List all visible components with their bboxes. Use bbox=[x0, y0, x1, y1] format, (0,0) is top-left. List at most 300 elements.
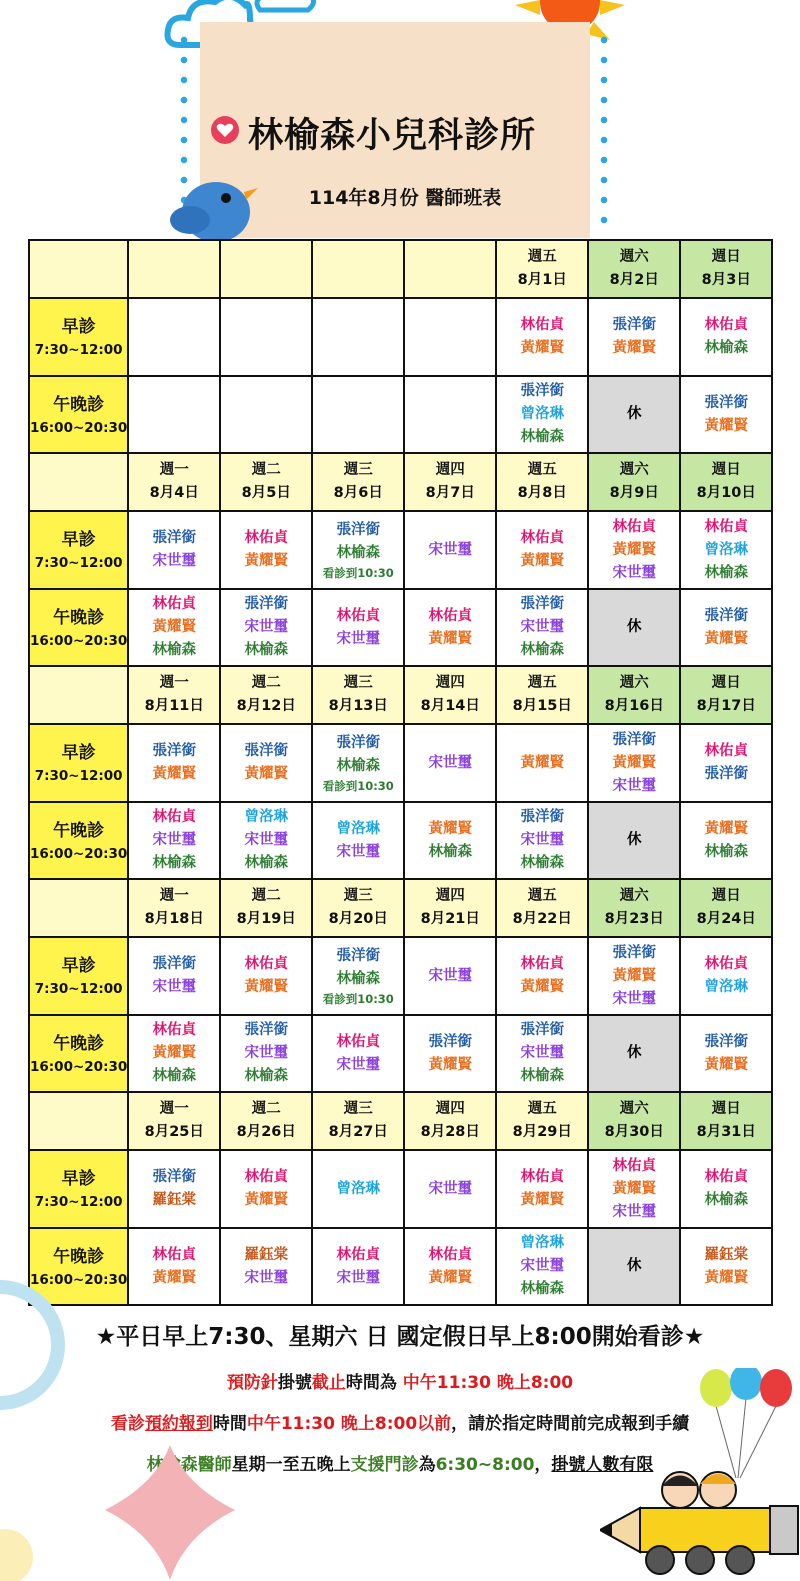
session-name: 早診 bbox=[61, 956, 96, 976]
day-header bbox=[312, 1092, 404, 1150]
doctor-name: 林佑貞 bbox=[152, 1022, 197, 1038]
doctor-name: 林佑貞 bbox=[244, 1169, 289, 1185]
week-header-row bbox=[29, 666, 772, 724]
doctor-name: 宋世璽 bbox=[336, 843, 381, 860]
doctor-name: 林榆森 bbox=[244, 1068, 289, 1084]
doctor-name: 林榆森 bbox=[336, 757, 381, 774]
doctor-name: 曾洛琳 bbox=[520, 1235, 565, 1251]
doctor-name: 黃耀賢 bbox=[520, 754, 565, 771]
doctor-schedule-table bbox=[28, 239, 773, 1306]
day-header bbox=[496, 1092, 588, 1150]
doctor-name: 林佑貞 bbox=[704, 1169, 749, 1185]
morning-session-label bbox=[29, 937, 128, 1015]
weekday-label: 週五 bbox=[527, 888, 557, 904]
shift-cell bbox=[312, 589, 404, 666]
shift-cell bbox=[680, 376, 772, 453]
date-label: 8月25日 bbox=[144, 1124, 204, 1140]
shift-cell bbox=[128, 298, 220, 376]
session-name: 午晚診 bbox=[53, 394, 105, 415]
doctor-name: 林佑貞 bbox=[612, 1157, 657, 1174]
doctor-name: 宋世璽 bbox=[520, 1045, 565, 1061]
weekday-label: 週六 bbox=[619, 675, 649, 691]
doctor-name: 林佑貞 bbox=[704, 743, 749, 759]
weekday-label: 週六 bbox=[619, 888, 649, 904]
date-label: 8月21日 bbox=[420, 911, 480, 927]
session-hours: 16:00~20:30 bbox=[30, 1271, 128, 1288]
doctor-name: 宋世璽 bbox=[244, 619, 289, 635]
weekday-label: 週四 bbox=[435, 888, 465, 904]
doctor-name: 林佑貞 bbox=[428, 607, 473, 624]
shift-cell bbox=[220, 724, 312, 802]
date-label: 8月9日 bbox=[609, 485, 659, 501]
shift-cell bbox=[312, 1228, 404, 1305]
doctor-name: 張洋銜 bbox=[704, 394, 749, 411]
day-header bbox=[496, 453, 588, 511]
doctor-name: 林榆森 bbox=[152, 642, 197, 658]
doctor-name: 黃耀賢 bbox=[612, 541, 657, 558]
doctor-name: 黃耀賢 bbox=[612, 754, 657, 771]
shift-cell bbox=[312, 1015, 404, 1092]
date-label: 8月17日 bbox=[696, 698, 756, 714]
weekday-label: 週日 bbox=[711, 675, 741, 691]
doctor-name: 黃耀賢 bbox=[520, 553, 565, 569]
shift-cell bbox=[588, 298, 680, 376]
doctor-name: 曾洛琳 bbox=[244, 809, 289, 825]
doctor-name: 林佑貞 bbox=[336, 1033, 381, 1050]
doctor-name: 張洋銜 bbox=[520, 809, 565, 825]
vaccine-label: 預防針 bbox=[226, 1373, 278, 1393]
day-header bbox=[588, 666, 680, 724]
session-name: 午晚診 bbox=[53, 1246, 105, 1267]
shift-cell bbox=[496, 1228, 588, 1305]
shift-cell bbox=[220, 1150, 312, 1228]
support-time: 6:30~8:00 bbox=[435, 1455, 535, 1475]
diamond-decoration bbox=[100, 1440, 240, 1581]
doctor-name: 黃耀賢 bbox=[704, 1269, 749, 1286]
doctor-name: 張洋銜 bbox=[428, 1033, 473, 1050]
day-header bbox=[496, 240, 588, 298]
support-clinic-label: 支援門診 bbox=[350, 1455, 419, 1475]
evening-session-label bbox=[29, 589, 128, 666]
weekday-label: 週二 bbox=[251, 888, 281, 904]
doctor-name: 宋世璽 bbox=[152, 553, 197, 569]
doctor-name: 張洋銜 bbox=[612, 317, 657, 333]
date-label: 8月18日 bbox=[144, 911, 204, 927]
day-header bbox=[404, 240, 496, 298]
date-label: 8月22日 bbox=[512, 911, 572, 927]
session-name: 早診 bbox=[61, 743, 96, 763]
doctor-name: 林佑貞 bbox=[336, 607, 381, 624]
doctor-name: 林佑貞 bbox=[704, 518, 749, 535]
evening-session-row bbox=[29, 1015, 772, 1092]
doctor-name: 張洋銜 bbox=[244, 743, 289, 759]
doctor-name: 林佑貞 bbox=[152, 809, 197, 825]
morning-session-row bbox=[29, 511, 772, 589]
session-hours: 16:00~20:30 bbox=[30, 419, 128, 436]
doctor-name: 黃耀賢 bbox=[520, 979, 565, 995]
shift-cell bbox=[220, 802, 312, 879]
doctor-name: 張洋銜 bbox=[612, 944, 657, 961]
day-header bbox=[680, 240, 772, 298]
shift-cell bbox=[404, 589, 496, 666]
shift-cell bbox=[680, 802, 772, 879]
date-label: 8月26日 bbox=[236, 1124, 296, 1140]
day-header bbox=[128, 240, 220, 298]
doctor-name: 張洋銜 bbox=[520, 1022, 565, 1038]
shift-cell bbox=[680, 937, 772, 1015]
weekday-label: 週一 bbox=[159, 1101, 189, 1117]
doctor-name: 張洋銜 bbox=[704, 766, 749, 782]
doctor-name: 林佑貞 bbox=[336, 1246, 381, 1263]
morning-session-label bbox=[29, 724, 128, 802]
doctor-name: 黃耀賢 bbox=[152, 1269, 197, 1286]
shift-cell bbox=[496, 589, 588, 666]
weekday-label: 週日 bbox=[711, 888, 741, 904]
morning-session-label bbox=[29, 298, 128, 376]
register-label: 掛號 bbox=[277, 1373, 312, 1393]
doctor-name: 宋世璽 bbox=[428, 967, 473, 984]
hours-note: 看診到10:30 bbox=[322, 778, 394, 793]
doctor-name: 黃耀賢 bbox=[428, 630, 473, 647]
doctor-name: 宋世璽 bbox=[336, 630, 381, 647]
shift-cell bbox=[128, 1015, 220, 1092]
session-name: 午晚診 bbox=[53, 607, 105, 628]
date-label: 8月8日 bbox=[517, 485, 567, 501]
day-header bbox=[312, 666, 404, 724]
time-label: 時間 bbox=[212, 1414, 247, 1434]
doctor-name: 林佑貞 bbox=[612, 518, 657, 535]
weekday-label: 週六 bbox=[619, 249, 649, 265]
doctor-name: 林榆森 bbox=[704, 1192, 749, 1208]
shift-cell bbox=[588, 724, 680, 802]
checkin-instruction: ，請於指定時間前完成報到手續 bbox=[451, 1414, 690, 1434]
ring-decoration bbox=[0, 1270, 70, 1420]
shift-cell bbox=[220, 589, 312, 666]
doctor-name: 羅鈺棠 bbox=[244, 1246, 289, 1263]
weekday-label: 週四 bbox=[435, 675, 465, 691]
date-label: 8月10日 bbox=[696, 485, 756, 501]
doctor-name: 林佑貞 bbox=[152, 1246, 197, 1263]
date-label: 8月12日 bbox=[236, 698, 296, 714]
shift-cell bbox=[680, 589, 772, 666]
shift-cell bbox=[404, 1228, 496, 1305]
weekday-label: 週五 bbox=[527, 249, 557, 265]
doctor-name: 張洋銜 bbox=[336, 521, 381, 538]
doctor-name: 林榆森醫師 bbox=[146, 1455, 232, 1475]
shift-cell bbox=[404, 298, 496, 376]
evening-session-row bbox=[29, 802, 772, 879]
day-header bbox=[220, 240, 312, 298]
day-header bbox=[128, 666, 220, 724]
shift-cell bbox=[680, 298, 772, 376]
shift-cell bbox=[680, 1150, 772, 1228]
doctor-name: 宋世璽 bbox=[244, 1045, 289, 1061]
date-label: 8月31日 bbox=[696, 1124, 756, 1140]
date-label: 8月1日 bbox=[517, 272, 567, 288]
closed-cell: 休 bbox=[588, 1228, 680, 1305]
support-connector: 為 bbox=[418, 1455, 436, 1475]
shift-cell bbox=[220, 511, 312, 589]
shift-cell bbox=[680, 511, 772, 589]
doctor-name: 林榆森 bbox=[520, 642, 565, 658]
doctor-name: 張洋銜 bbox=[704, 607, 749, 624]
corner-cell bbox=[29, 666, 128, 724]
shift-cell bbox=[312, 298, 404, 376]
shift-cell bbox=[312, 511, 404, 589]
doctor-name: 黃耀賢 bbox=[244, 553, 289, 569]
checkin-deadline: 中午11:30 晚上8:00以前 bbox=[246, 1414, 452, 1434]
day-header bbox=[588, 240, 680, 298]
session-hours: 7:30~12:00 bbox=[34, 981, 123, 997]
shift-cell bbox=[128, 802, 220, 879]
weekday-label: 週三 bbox=[343, 675, 373, 691]
doctor-name: 黃耀賢 bbox=[428, 820, 473, 837]
doctor-name: 張洋銜 bbox=[520, 383, 565, 399]
session-name: 早診 bbox=[61, 530, 96, 550]
shift-cell bbox=[588, 1150, 680, 1228]
day-header bbox=[680, 879, 772, 937]
session-hours: 7:30~12:00 bbox=[34, 1194, 123, 1210]
doctor-name: 林榆森 bbox=[704, 340, 749, 356]
support-comma: ， bbox=[534, 1455, 552, 1475]
doctor-name: 張洋銜 bbox=[520, 596, 565, 612]
shift-cell bbox=[496, 298, 588, 376]
doctor-name: 宋世璽 bbox=[428, 541, 473, 558]
date-label: 8月11日 bbox=[144, 698, 204, 714]
date-label: 8月6日 bbox=[333, 485, 383, 501]
date-label: 8月30日 bbox=[604, 1124, 664, 1140]
closed-cell: 休 bbox=[588, 1015, 680, 1092]
doctor-name: 宋世璽 bbox=[612, 1203, 657, 1220]
week-header-row bbox=[29, 1092, 772, 1150]
doctor-name: 黃耀賢 bbox=[152, 766, 197, 782]
day-header bbox=[680, 453, 772, 511]
hours-note: 看診到10:30 bbox=[322, 991, 394, 1006]
session-name: 早診 bbox=[61, 317, 96, 337]
day-header bbox=[128, 1092, 220, 1150]
morning-session-row bbox=[29, 298, 772, 376]
morning-session-row bbox=[29, 937, 772, 1015]
shift-cell bbox=[404, 802, 496, 879]
shift-cell bbox=[312, 937, 404, 1015]
corner-cell bbox=[29, 240, 128, 298]
date-label: 8月7日 bbox=[425, 485, 475, 501]
shift-cell bbox=[128, 376, 220, 453]
shift-cell bbox=[496, 802, 588, 879]
day-header bbox=[680, 1092, 772, 1150]
shift-cell bbox=[496, 376, 588, 453]
shift-cell bbox=[588, 937, 680, 1015]
shift-cell bbox=[128, 724, 220, 802]
visit-label: 看診 bbox=[110, 1414, 145, 1434]
doctor-name: 黃耀賢 bbox=[704, 1056, 749, 1073]
morning-session-label bbox=[29, 511, 128, 589]
doctor-name: 張洋銜 bbox=[244, 596, 289, 612]
doctor-name: 宋世璽 bbox=[244, 832, 289, 848]
weekday-label: 週四 bbox=[435, 462, 465, 478]
doctor-name: 林榆森 bbox=[152, 1068, 197, 1084]
shift-cell bbox=[220, 937, 312, 1015]
date-label: 8月29日 bbox=[512, 1124, 572, 1140]
date-label: 8月14日 bbox=[420, 698, 480, 714]
day-header bbox=[220, 666, 312, 724]
morning-session-label bbox=[29, 1150, 128, 1228]
shift-cell bbox=[404, 376, 496, 453]
date-label: 8月15日 bbox=[512, 698, 572, 714]
weekday-label: 週四 bbox=[435, 1101, 465, 1117]
day-header bbox=[496, 666, 588, 724]
shift-cell bbox=[220, 298, 312, 376]
date-label: 8月5日 bbox=[241, 485, 291, 501]
doctor-name: 宋世璽 bbox=[612, 564, 657, 581]
weekday-label: 週二 bbox=[251, 1101, 281, 1117]
doctor-name: 宋世璽 bbox=[152, 979, 197, 995]
day-header bbox=[404, 1092, 496, 1150]
weekday-label: 週日 bbox=[711, 1101, 741, 1117]
doctor-name: 羅鈺棠 bbox=[152, 1192, 197, 1208]
vaccine-times: 中午11:30 晚上8:00 bbox=[402, 1373, 574, 1393]
doctor-name: 張洋銜 bbox=[244, 1022, 289, 1038]
shift-cell bbox=[312, 1150, 404, 1228]
doctor-name: 宋世璽 bbox=[520, 619, 565, 635]
date-label: 8月24日 bbox=[696, 911, 756, 927]
weekday-label: 週六 bbox=[619, 1101, 649, 1117]
week-header-row bbox=[29, 453, 772, 511]
day-header bbox=[128, 453, 220, 511]
appointment-checkin-label: 預約報到 bbox=[144, 1414, 213, 1434]
session-hours: 7:30~12:00 bbox=[34, 768, 123, 784]
date-label: 8月28日 bbox=[420, 1124, 480, 1140]
doctor-name: 林佑貞 bbox=[520, 1169, 565, 1185]
doctor-name: 曾洛琳 bbox=[520, 406, 565, 422]
shift-cell bbox=[588, 511, 680, 589]
doctor-name: 張洋銜 bbox=[612, 731, 657, 748]
doctor-name: 林榆森 bbox=[244, 855, 289, 871]
morning-session-row bbox=[29, 724, 772, 802]
session-hours: 7:30~12:00 bbox=[34, 555, 123, 571]
doctor-name: 林佑貞 bbox=[704, 317, 749, 333]
weekday-label: 週日 bbox=[711, 462, 741, 478]
shift-cell bbox=[496, 511, 588, 589]
session-hours: 16:00~20:30 bbox=[30, 1058, 128, 1075]
doctor-name: 宋世璽 bbox=[336, 1269, 381, 1286]
shift-cell bbox=[220, 1015, 312, 1092]
day-header bbox=[220, 453, 312, 511]
corner-cell bbox=[29, 453, 128, 511]
heart-icon bbox=[210, 115, 240, 145]
doctor-name: 林榆森 bbox=[152, 855, 197, 871]
day-header bbox=[404, 879, 496, 937]
doctor-name: 黃耀賢 bbox=[704, 417, 749, 434]
day-header bbox=[220, 879, 312, 937]
day-header bbox=[588, 1092, 680, 1150]
doctor-name: 林佑貞 bbox=[428, 1246, 473, 1263]
shift-cell bbox=[312, 376, 404, 453]
shift-cell bbox=[128, 511, 220, 589]
day-header bbox=[128, 879, 220, 937]
shift-cell bbox=[404, 1015, 496, 1092]
doctor-name: 羅鈺棠 bbox=[704, 1246, 749, 1263]
doctor-name: 林榆森 bbox=[520, 1281, 565, 1297]
day-header bbox=[312, 453, 404, 511]
schedule-subtitle: 114年8月份 醫師班表 bbox=[308, 187, 502, 209]
weekday-label: 週二 bbox=[251, 462, 281, 478]
corner-cell bbox=[29, 1092, 128, 1150]
week-header-row bbox=[29, 879, 772, 937]
bird-icon bbox=[168, 168, 260, 242]
doctor-name: 宋世璽 bbox=[152, 832, 197, 848]
weekday-label: 週一 bbox=[159, 675, 189, 691]
date-label: 8月4日 bbox=[149, 485, 199, 501]
doctor-name: 張洋銜 bbox=[152, 530, 197, 546]
doctor-name: 林榆森 bbox=[704, 843, 749, 860]
shift-cell bbox=[220, 376, 312, 453]
doctor-name: 黃耀賢 bbox=[612, 967, 657, 984]
shift-cell bbox=[312, 802, 404, 879]
doctor-name: 黃耀賢 bbox=[244, 766, 289, 782]
vaccine-notice bbox=[0, 1368, 800, 1393]
shift-cell bbox=[128, 1150, 220, 1228]
doctor-name: 林榆森 bbox=[520, 1068, 565, 1084]
corner-cell bbox=[29, 879, 128, 937]
weekday-label: 週一 bbox=[159, 462, 189, 478]
doctor-name: 張洋銜 bbox=[704, 1033, 749, 1050]
date-label: 8月23日 bbox=[604, 911, 664, 927]
doctor-name: 黃耀賢 bbox=[152, 1045, 197, 1061]
doctor-name: 林榆森 bbox=[336, 970, 381, 987]
doctor-name: 宋世璽 bbox=[336, 1056, 381, 1073]
doctor-name: 宋世璽 bbox=[520, 832, 565, 848]
session-hours: 16:00~20:30 bbox=[30, 845, 128, 862]
kids-pencil-car-icon bbox=[600, 1460, 800, 1581]
day-header bbox=[588, 453, 680, 511]
evening-session-label bbox=[29, 802, 128, 879]
shift-cell bbox=[496, 724, 588, 802]
session-hours: 16:00~20:30 bbox=[30, 632, 128, 649]
shift-cell bbox=[128, 937, 220, 1015]
weekday-label: 週三 bbox=[343, 888, 373, 904]
doctor-name: 林榆森 bbox=[520, 429, 565, 445]
weekday-label: 週一 bbox=[159, 888, 189, 904]
doctor-name: 林榆森 bbox=[428, 843, 473, 860]
shift-cell bbox=[128, 1228, 220, 1305]
evening-session-row bbox=[29, 589, 772, 666]
week-header-row bbox=[29, 240, 772, 298]
date-label: 8月13日 bbox=[328, 698, 388, 714]
day-header bbox=[680, 666, 772, 724]
shift-cell bbox=[404, 724, 496, 802]
evening-session-label bbox=[29, 1015, 128, 1092]
session-name: 早診 bbox=[61, 1169, 96, 1189]
evening-session-row bbox=[29, 1228, 772, 1305]
closed-cell: 休 bbox=[588, 802, 680, 879]
doctor-name: 曾洛琳 bbox=[704, 541, 749, 558]
shift-cell bbox=[680, 1228, 772, 1305]
evening-session-label bbox=[29, 376, 128, 453]
weekday-label: 週三 bbox=[343, 1101, 373, 1117]
support-days: 星期一至五晚上 bbox=[231, 1455, 351, 1475]
doctor-name: 黃耀賢 bbox=[704, 820, 749, 837]
date-label: 8月2日 bbox=[609, 272, 659, 288]
doctor-name: 黃耀賢 bbox=[704, 630, 749, 647]
shift-cell bbox=[680, 724, 772, 802]
weekday-label: 週二 bbox=[251, 675, 281, 691]
morning-session-row bbox=[29, 1150, 772, 1228]
doctor-name: 宋世璽 bbox=[612, 777, 657, 794]
doctor-name: 黃耀賢 bbox=[244, 1192, 289, 1208]
doctor-name: 黃耀賢 bbox=[428, 1269, 473, 1286]
doctor-name: 林榆森 bbox=[336, 544, 381, 561]
